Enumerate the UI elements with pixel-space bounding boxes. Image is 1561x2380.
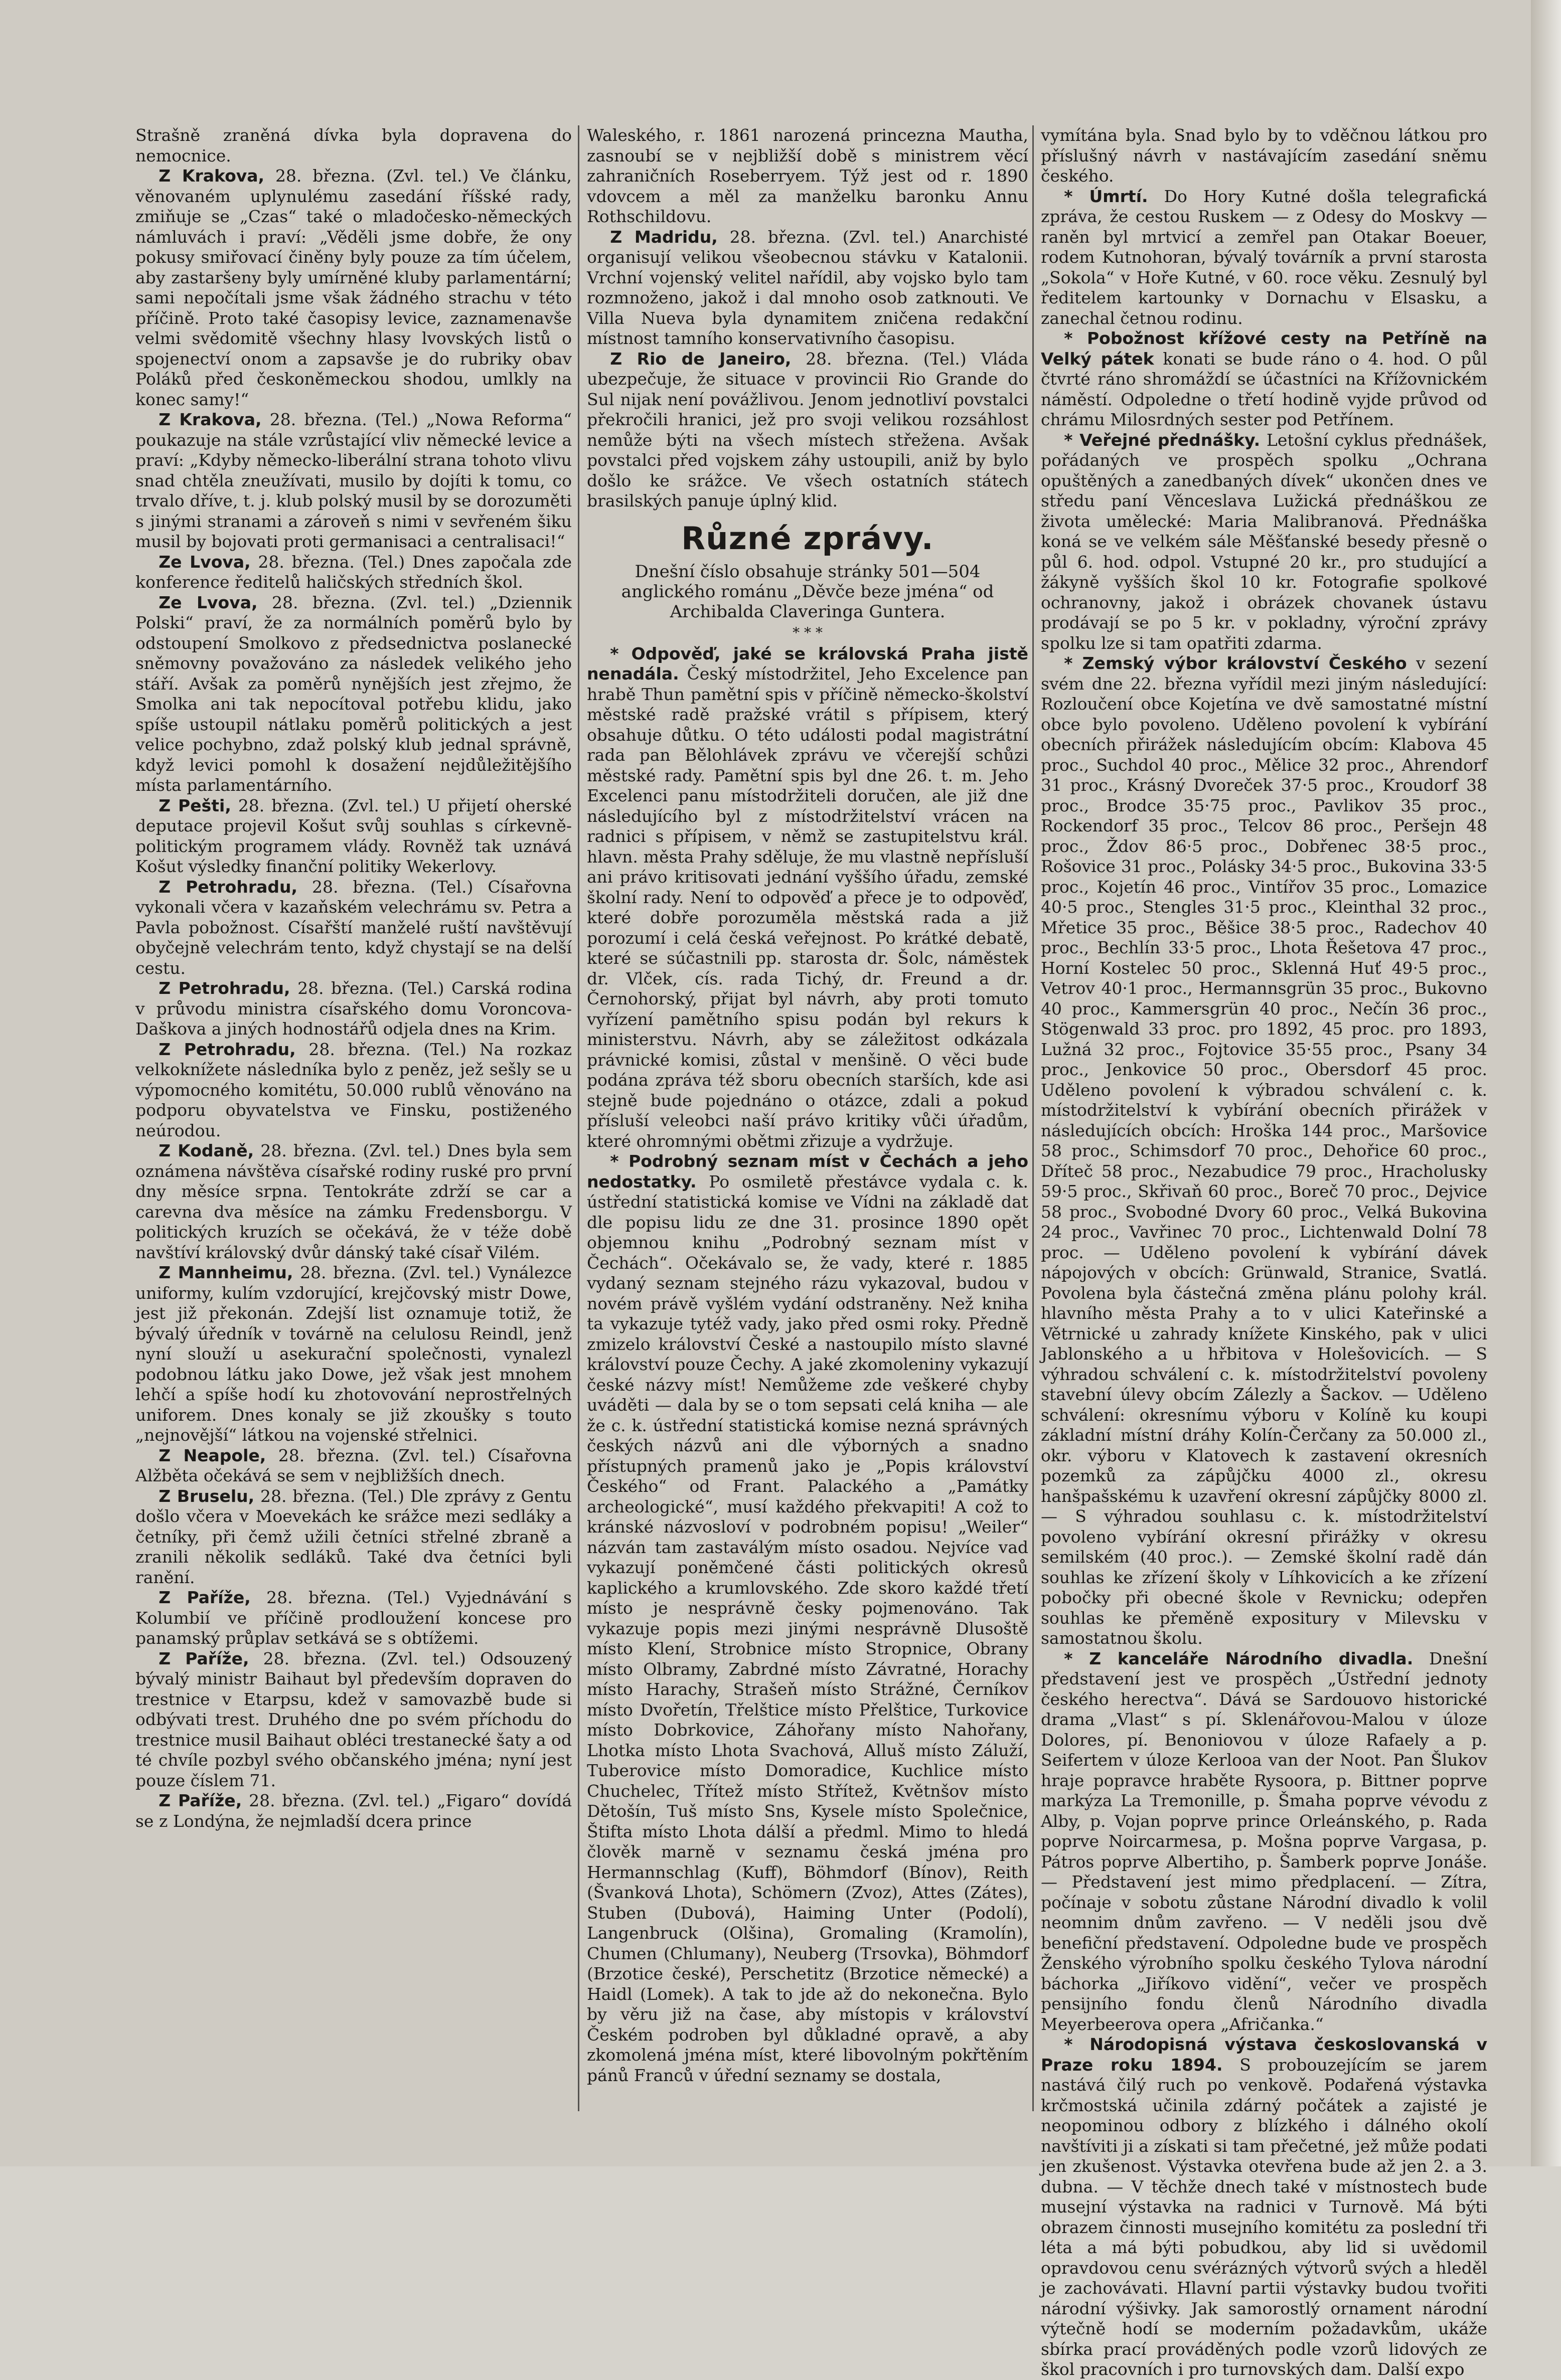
article-heading: * Úmrtí.: [1064, 186, 1148, 206]
article-text: Strašně zraněná dívka byla dopravena do nemocnice.: [135, 125, 572, 165]
column-1: [135, 125, 572, 2121]
dateline: Z Krakova,: [159, 410, 262, 429]
article-heading: * Z kanceláře Národního divadla.: [1064, 1648, 1414, 1668]
dateline: Z Rio de Janeiro,: [610, 349, 792, 369]
article: [135, 1040, 572, 1141]
article-text: 28. března. (Tel.) Dnes započala zde konference ředitelů haličských středních škol.: [135, 552, 572, 592]
article-text: 28. března. (Tel.) Vyjednávání s Kolumbií ve příčině prodloužení koncese pro panamský průplav setkává se s obtížemi.: [135, 1588, 572, 1648]
article: [587, 227, 1028, 349]
dateline: Z Mannheimu,: [159, 1263, 293, 1282]
article: [135, 410, 572, 552]
article: [587, 349, 1028, 512]
article: [1041, 430, 1487, 654]
column-rule: [578, 125, 579, 2111]
article: [135, 1141, 572, 1263]
article-heading: * Odpověď, jaké se královská Praha jistě nenadála.: [587, 643, 1028, 684]
dateline: Z Neapole,: [159, 1445, 266, 1465]
article: [135, 1649, 572, 1791]
article: [1041, 2034, 1487, 2380]
article: [135, 1486, 572, 1588]
article: [1041, 653, 1487, 1649]
article-heading: * Pobožnost křížové cesty na Petříně na Velký pátek: [1041, 328, 1487, 369]
article: [1041, 187, 1487, 329]
article: [135, 166, 572, 410]
article-text: 28. března. (Zvl. tel.) Císařovna Alžběta očekává se sem v nejbližších dnech.: [135, 1445, 572, 1485]
article-heading: * Národopisná výstava českoslovanská v Praze roku 1894.: [1041, 2034, 1487, 2075]
article-text: 28. března. (Zvl. tel.) Odsouzený bývalý ministr Baihaut byl především dopraven do trestnice v Etarpsu, kdež v samovazbě bude si odbývati trest. Druhého dne po svém příchodu do trestnice musil Baihaut obléci trestanecké šaty a od té chvíle pozbyl svého občanského jména; nyní jest pouze číslem 71.: [135, 1648, 572, 1790]
dateline: Z Madridu,: [610, 227, 718, 247]
article-heading: * Veřejné přednášky.: [1064, 430, 1261, 450]
dateline: Z Petrohradu,: [159, 978, 290, 998]
article-text: Dnešní představení jest ve prospěch „Ústřední jednoty českého herectva“. Dává se Sardouovo historické drama „Vlast“ s pí. Sklenářovou-Malou v úloze Dolores, pí. Benoniovou v úloze Rafaely a p. Seifertem v úloze Kerlooa van der Noot. Pan Šlukov hraje popravce hraběte Rysoora, p. Bittner poprve markýza La Tremonille, p. Šmaha poprve vévodu z Alby, p. Vojan poprve prince Orleánského, p. Rada poprve Noircarmesa, p. Mošna poprve Vargasa, p. Pátros poprve Albertiho, p. Šamberk poprve Jonáše. — Představení jest mimo předplacení. — Zítra, počínaje v sobotu zůstane Národní divadlo k volil neomnim dnům zavřeno. — V neděli jsou dvě benefiční představení. Odpoledne bude ve prospěch Ženského výrobního spolku českého Tylova národní báchorka „Jiříkovo vidění“, večer ve prospěch pensijního fondu členů Národního divadla Meyerbeerova opera „Afričanka.“: [1041, 1648, 1487, 2034]
article: [135, 1263, 572, 1446]
dateline: Ze Lvova,: [159, 552, 251, 572]
article: [135, 552, 572, 593]
article-text: 28. března. (Zvl. tel.) Vynálezce uniformy, kulím vzdorující, krejčovský mistr Dowe, jest již překonán. Zdejší list oznamuje totiž, že bývalý úředník v továrně na celulosu Reindl, jenž nyní slouží u asekurační společnosti, vynalezl podobnou látku jako Dowe, jež však jest mnohem lehčí a spíše hodí ku zhotovování neprostřelných uniforem. Dnes konaly se již zkoušky s touto „nejnovější“ látkou na vojenské střelnici.: [135, 1263, 572, 1445]
article-heading: * Zemský výbor království Českého: [1064, 653, 1407, 673]
article: [135, 1588, 572, 1649]
article: [1041, 328, 1487, 430]
article-text: Po osmiletě přestávce vydala c. k. ústřední statistická komise ve Vídni na základě dat dle popisu lidu ze dne 31. prosince 1890 opět objemnou knihu „Podrobný seznam míst v Čechách“. Očekávalo se, že vady, které r. 1885 vydaný seznam stejného rázu vykazoval, budou v novém právě vyšlém vydání odstraněny. Než kniha ta vykazuje tytéž vady, jako před osmi roky. Předně zmizelo království České a nastoupilo místo slavné království pouze Čechy. A jaké zkomoleniny vykazují české názvy míst! Nemůžeme zde veškeré chyby uváděti — dala by se o tom sepsati celá kniha — ale že c. k. ústřední statistická komise nezná správných českých názvů ani dle výborných a snadno přístupných pramenů jako je „Popis království Českého“ od Frant. Palackého a „Památky archeologické“, musí každého překvapiti! A což to kránské názvosloví v podrobném popisu! „Weiler“ názván tam zastaválým místo osadou. Nejvíce vad vykazují poněmčené části politických okresů kaplického a krumlovského. Zde skoro každé třetí místo je nesprávně česky pojmenováno. Tak vykazuje popis mezi jinými nesprávně Dlusoště místo Klení, Strobnice místo Stropnice, Obrany místo Olbramy, Zabrdné místo Závratné, Horachy místo Harachy, Strašeň místo Strážné, Černíkov místo Dvořetín, Třelštice místo Přelštice, Turkovice místo Dobrkovice, Záhořany místo Nahořany, Lhotka místo Lhota Svachová, Alluš místo Záluží, Tuberovice místo Domoradice, Kuchlice místo Chuchelec, Třítež místo Střítež, Květnšov místo Dětošín, Tuš místo Sns, Kysele místo Společnice, Štifta místo Lhota dálší a předml. Mimo to hledá člověk marně v seznamu česká jména pro Hermannschlag (Kuff), Böhmdorf (Bínov), Reith (Švanková Lhota), Schömern (Zvoz), Attes (Zátes), Stuben (Dubová), Haiming Unter (Podolí), Langenbruck (Olšina), Gromaling (Kramolín), Chumen (Chlumany), Neuberg (Trsovka), Böhmdorf (Brzotice české), Perschetitz (Brzotice německé) a Haidl (Lomek). A tak to jde až do nekonečna. Bylo by věru již na čase, aby místopis v království Českém podroben byl důkladné opravě, a aby zkomolená jména míst, které libovolným pokřtěním pánů Franců v úřední seznamy se dostala,: [587, 1171, 1028, 2085]
column-3: [1041, 125, 1488, 2379]
article-text: 28. března. (Zvl. tel.) Anarchisté organisují velikou všeobecnou stávku v Katalonii. Vrchní vojenský velitel nařídil, aby vojsko bylo tam rozmnoženo, jakož i dal mnoho osob zatknouti. Ve Villa Nueva byla dynamitem zničena redakční místnost tamního konservativního časopisu.: [587, 227, 1028, 348]
article-text: 28. března. (Tel.) Vláda ubezpečuje, že situace v provincii Rio Grande do Sul nijak není povážlivou. Jenom jednotliví povstalci překročili hranici, jež pro svoji velikou rozsáhlost nemůže býti na všech místech střežena. Avšak povstalci před vojskem záhy ustoupili, aniž by bylo došlo ke srážce. Ve všech ostatních státech brasilských panuje úplný klid.: [587, 349, 1028, 511]
dateline: Z Bruselu,: [159, 1486, 255, 1506]
dateline: Z Paříže,: [159, 1648, 249, 1668]
article-text: 28. března. (Tel.) Na rozkaz velkoknížete následníka bylo z peněz, jež sešly se u výpomocného komitétu, 50.000 rublů věnováno na podporu obyvatelstva ve Finsku, postiženého neúrodou.: [135, 1039, 572, 1140]
dateline: Z Kodaně,: [159, 1141, 254, 1160]
column-2: [587, 125, 1028, 2121]
article-text: 28. března. (Tel.) „Nowa Reforma“ poukazuje na stále vzrůstající vliv německé levice a praví: „Kdyby německo-liberální strana tohoto vlivu snad chtěla zneužívati, musilo by dojíti k tomu, co trvalo dříve, t. j. klub polský musil by se dorozuměti s jinými stranami a zároveň s nimi v sevřeném šiku musil by bojovati proti germanisaci a centralisaci!“: [135, 410, 572, 551]
article-text: v sezení svém dne 22. března vyřídil mezi jiným následující: Rozloučení obce Kojetína ve dvě samostatné místní obce bylo povoleno. Uděleno povolení k vybírání obecních přirážek následujícím obcím: Klabova 45 proc., Suchdol 40 proc., Mělice 32 proc., Ahrendorf 31 proc., Krásný Dvoreček 37·5 proc., Kroudorf 38 proc., Brodce 35·75 proc., Pavlikov 35 proc., Rockendorf 35 proc., Telcov 86 proc., Peršejn 48 proc., Ždov 86·5 proc., Dobřenec 38·5 proc., Rošovice 31 proc., Polásky 34·5 proc., Bukovina 33·5 proc., Kojetín 46 proc., Vintířov 35 proc., Lomazice 40·5 proc., Stengles 31·5 proc., Kleinthal 32 proc., Mřetice 35 proc., Běšice 38·5 proc., Radechov 40 proc., Bechlín 33·5 proc., Lhota Řešetova 47 proc., Horní Kostelec 50 proc., Sklenná Huť 49·5 proc., Vetrov 40·1 proc., Hermannsgrün 35 proc., Bukovno 40 proc., Kammersgrün 40 proc., Nečín 36 proc., Stögenwald 33 proc. pro 1892, 45 proc. pro 1893, Lužná 32 proc., Fojtovice 35·55 proc., Psany 34 proc., Jenkovice 50 proc., Obersdorf 45 proc. Uděleno povolení k výbradou schválení c. k. místodržitelství k vybírání obecních přirážek v následujících obcích: Hroška 144 proc., Maršovice 58 proc., Schimsdorf 70 proc., Dehořice 60 proc., Dříteč 58 proc., Nezabudice 79 proc., Hracholusky 59·5 proc., Skřivaň 60 proc., Boreč 70 proc., Dejvice 58 proc., Svobodné Dvory 60 proc., Velká Bukovina 24 proc., Vavřinec 70 proc., Lichtenwald Dolní 78 proc. — Uděleno povolení k vybírání dávek nápojových v obcích: Grünwald, Stranice, Svatlá. Povolena byla částečná změna plánu polohy král. hlavního města Prahy a to v ulici Kateřinské a Větrnické u zahrady knížete Kinského, pak v ulici Jablonského a u hřbitova v Holešovicích. — S výhradou schválení c. k. místodržitelství povoleny stavební úlevy obcím Zálezly a Šackov. — Uděleno schválení: okresnímu výboru v Kolíně ku koupi základní místní dráhy Kolín-Čerčany za 50.000 zl., okr. výboru v Klatovech k zastavení okresních pozemků za zápůjčku 4000 zl., okresu hanšpašskému k uzavření okresní zápůjčky 8000 zl. — S výhradou souhlasu c. k. místodržitelství povoleno vybírání okresní přirážky v okresu semilském (40 proc.). — Zemské školní radě dán souhlas ke zřízení školy v Líhkovicích a ke zřízení pobočky při obecné škole v Revnicku; odepřen souhlas ke přeměně expositury v Milevsku v samostatnou školu.: [1041, 653, 1487, 1648]
article: [135, 1446, 572, 1486]
article: [135, 593, 572, 796]
dateline: Z Pešti,: [159, 795, 231, 815]
article-text: 28. března. (Zvl. tel.) „Figaro“ dovídá se z Londýna, že nejmladší dcera prince: [135, 1791, 572, 1831]
column-rule: [1032, 125, 1034, 2111]
article-heading: * Podrobný seznam míst v Čechách a jeho nedostatky.: [587, 1151, 1028, 1192]
article-text: Do Hory Kutné došla telegrafická zpráva, že cestou Ruskem — z Odesy do Moskvy — raněn byl mrtvicí a zemřel pan Otakar Boeuer, rodem Kutnohoran, bývalý továrník a první starosta „Sokola“ v Hoře Kutné, v 60. roce věku. Zesnulý byl ředitelem kartounky v Dornachu v Elsasku, a zanechal četnou rodinu.: [1041, 186, 1487, 328]
article-text: konati se bude ráno o 4. hod. O půl čtvrté ráno shromáždí se účastníci na Křížovnickém náměstí. Odpoledne o třetí hodině vyjde průvod od chrámu Milosrdných sester pod Petřínem.: [1041, 349, 1488, 429]
article: [135, 1791, 572, 1831]
article: [1041, 1649, 1487, 2035]
article-text: 28. března. (Zvl. tel.) U přijetí oherské deputace projevil Košut svůj souhlas s církevně-politickým programem vlády. Rovněž tak uznává Košut výsledky finanční politiky Wekerlovy.: [135, 795, 572, 876]
scan-edge: [1531, 0, 1561, 2166]
article-text: 28. března. (Zvl. tel.) Ve článku, věnovaném uplynulému zasedání říšské rady, zmiňuje se „Czas“ také o mladočesko-německých námluvách i praví: „Věděli jsme dobře, že ony pokusy smiřovací činěny byly pouze za tím účelem, aby zastaršeny byly umírněné kluby parlamentární; sami nepočítali jsme však žádného strachu v této příčině. Proto také časopisy levice, zaznamenavše velmi svědomitě všechny hlasy lvovských listů o spojenectví onom a zapsavše je do rubriky obav Poláků před českoněmeckou shodou, umlkly na konec samy!“: [135, 166, 572, 409]
article-text: 28. března. (Zvl. tel.) „Dziennik Polski“ praví, že za normálních poměrů bylo by odstoupení Smolkovo z předsednictva poslanecké sněmovny považováno za následek velikého jeho stáří. Avšak za poměrů nynějších jest zřejmo, že Smolka ani tak nepocítoval potřebu klidu, jako spíše ustoupil nátlaku poměrů politických a jest velice pochybno, zdaž polský klub jednal správně, když levici pomohl k dosažení nejdůležitějšího místa parlamentárního.: [135, 592, 572, 795]
article-text: Český místodržitel, Jeho Excelence pan hrabě Thun pamětní spis v příčině německo-školství městské radě pražské vrátil s přípisem, který obsahuje důtku. O této události podal magistrátní rada pan Bělohlávek zprávu ve včerejší schůzi městské rady. Pamětní spis byl dne 26. t. m. Jeho Excelenci panu místodržiteli doručen, ale již dne následujícího byl z místodržitelství vrácen na radnici s přípisem, v němž se zastupitelstvu král. hlavn. města Prahy sděluje, že mu vlastně nepřísluší ani právo kritisovati jednání vyššího úřadu, zemské školní rady. Není to odpověď a přece je to odpověď, které dobře porozuměla městská rada a již porozumí i celá česká veřejnost. Po krátké debatě, které se súčastnili pp. starosta dr. Šolc, náměstek dr. Vlček, cís. rada Tichý, dr. Freund a dr. Černohorský, přijat byl návrh, aby proti tomuto vyřízení pamětního spisu podán byl rekurs k ministerstvu. Návrh, aby se záležitost odkázala právnické komisi, zůstal v menšině. O věci bude podána zpráva též sboru obecních starších, kde asi stejně bude pojednáno o otázce, zdali a pokud přísluší veleobci naší právo kritiky vůči úřadům, které ohromnými obětmi zřizuje a vydržuje.: [587, 664, 1028, 1151]
article-text: Waleského, r. 1861 narozená princezna Mautha, zasnoubí se v nejbližší době s ministrem věcí zahraničních Roseberryem. Týž jest od r. 1890 vdovcem a měl za manželku baronku Annu Rothschildovu.: [587, 125, 1028, 226]
article-text: S probouzejícím se jarem nastává čilý ruch po venkově. Podařená výstavka krčmostská učinila zdárný počátek a zajisté je neopominou odbory z blízkého i dálného okolí navštíviti ji a získati si tam přečetné, jež může podati jen zkušenost. Výstavka otevřena bude až jen 2. a 3. dubna. — V těchže dnech také v místnostech bude musejní výstavka na radnici v Turnově. Má býti obrazem činnosti musejního komitétu za poslední tři léta a má býti pobudkou, aby lid si uvědomil opravdovou cenu svérázných výtvorů svých a hleděl je zachovávati. Hlavní partii výstavky budou tvořiti národní výšivky. Jak samorostlý ornament národní výtečně hodí se moderním požadavkům, ukáže sbírka prací prováděných podle vzorů lidových ze škol pracovních i pro turnovských dam. Další expo: [1041, 2055, 1487, 2379]
article: [135, 877, 572, 979]
article-text: vymítána byla. Snad bylo by to vděčnou látkou pro příslušný návrh v nastávajícím zasedání sněmu českého.: [1041, 125, 1487, 186]
serial-notice: Dnešní číslo obsahuje stránky 501—504 anglického románu „Děvče beze jména“ od Archibalda Claveringa Guntera.: [621, 561, 994, 622]
dateline: Z Paříže,: [159, 1791, 242, 1810]
dateline: Z Petrohradu,: [159, 1039, 296, 1059]
dateline: Z Krakova,: [159, 166, 265, 186]
article-text: 28. března. (Tel.) Dle zprávy z Gentu došlo včera v Moevekách ke srážce mezi sedláky a četníky, při čemž užili četníci střelné zbraně a zranili několik sedláků. Také dva četníci byli ranění.: [135, 1486, 572, 1587]
article: [135, 978, 572, 1040]
dateline: Z Paříže,: [159, 1588, 251, 1607]
dateline: Ze Lvova,: [159, 592, 258, 612]
dateline: Z Petrohradu,: [159, 877, 298, 897]
article-text: 28. března. (Tel.) Carská rodina v průvodu ministra císařského domu Voroncova-Daškova a jiných hodnostářů odjela dnes na Krim.: [135, 978, 572, 1039]
article: [135, 796, 572, 877]
article: [587, 644, 1028, 1152]
article-text: Letošní cyklus přednášek, pořádaných ve prospěch spolku „Ochrana opuštěných a zanedbaných dívek“ ukončen dnes ve středu paní Věnceslava Lužická přednáškou ze života umělecké: Maria Malibranová. Přednáška koná se ve velkém sále Měšťanské besedy přesně o půl 6. hod. odpol. Vstupné 20 kr., pro studující a žákyně vyšších škol 10 kr. Fotografie spolkové ochranovny, jakož i obrázek chovanek ústavu prodávají se po 5 kr. v pokladny, výroční zprávy spolku lze si tam opatřiti zdarma.: [1041, 430, 1487, 653]
article-text: 28. března. (Zvl. tel.) Dnes byla sem oznámena návštěva císařské rodiny ruské pro první dny měsíce srpna. Tentokráte zdrží se car a carevna dva měsíce na zámku Fredensborgu. V politických kruzích se očekává, že v téže době navštíví královský dvůr dánský také císař Vilém.: [135, 1141, 572, 1262]
article: [587, 1151, 1028, 2086]
article-text: 28. března. (Tel.) Císařovna vykonali včera v kazaňském velechrámu sv. Petra a Pavla pobožnost. Císařští manželé ruští navštěvují obyčejně velechrám tento, když chystají se na delší cestu.: [135, 877, 572, 978]
separator-stars: * * *: [793, 624, 823, 641]
section-title: Různé zprávy.: [681, 520, 934, 557]
